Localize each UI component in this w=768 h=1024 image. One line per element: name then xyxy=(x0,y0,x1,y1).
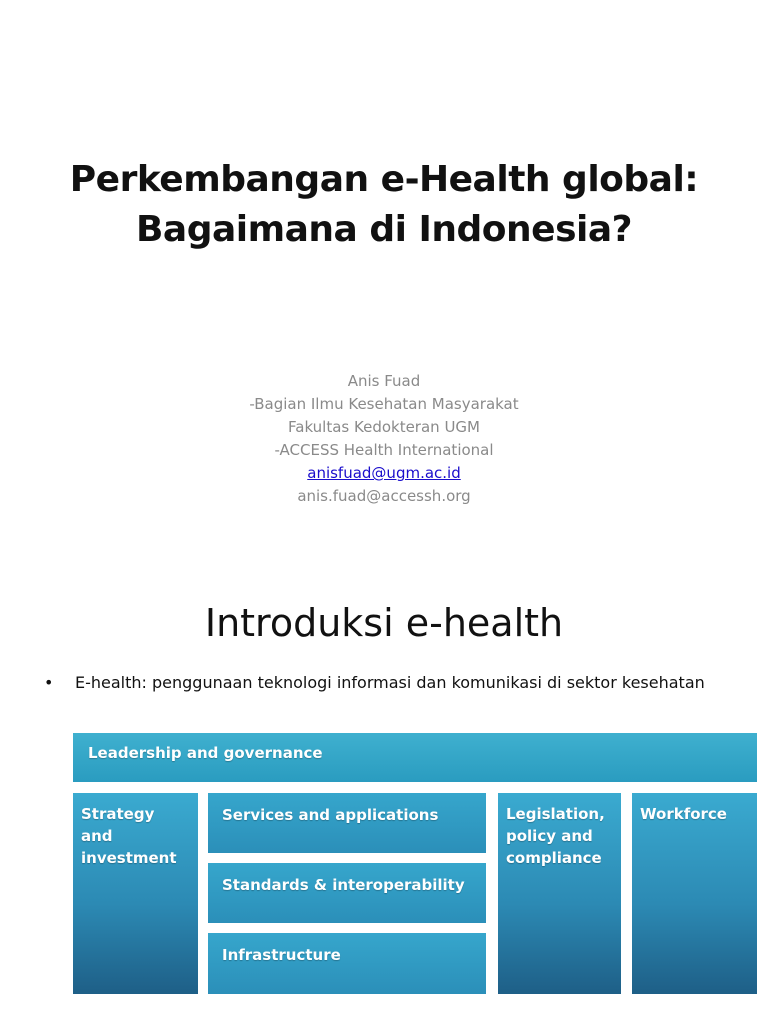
affiliation-2: Fakultas Kedokteran UGM xyxy=(288,418,480,436)
legislation-policy-box xyxy=(498,793,621,994)
legislation-policy-label: Legislation, policy and compliance xyxy=(506,805,605,867)
infrastructure-label: Infrastructure xyxy=(222,946,341,964)
slide-title-line-2: Bagaimana di Indonesia? xyxy=(135,209,633,250)
strategy-investment-label: Strategy and investment xyxy=(81,805,177,867)
bullet-item xyxy=(44,671,734,695)
affiliation-1: -Bagian Ilmu Kesehatan Masyarakat xyxy=(249,395,519,413)
email-secondary: anis.fuad@accessh.org xyxy=(297,487,471,505)
leadership-governance-box xyxy=(73,733,757,782)
slide-divider xyxy=(0,1018,768,1024)
infrastructure-box xyxy=(208,933,486,994)
email-link[interactable]: anisfuad@ugm.ac.id xyxy=(307,464,461,482)
standards-interoperability-box xyxy=(208,863,486,923)
slide-title xyxy=(20,155,748,255)
standards-interoperability-label: Standards & interoperability xyxy=(222,876,465,894)
workforce-box xyxy=(632,793,757,994)
author-block xyxy=(0,370,768,508)
slide-title-line-1: Perkembangan e-Health global: xyxy=(69,159,699,200)
leadership-governance-label: Leadership and governance xyxy=(88,744,323,762)
bullet-icon: • xyxy=(44,673,54,692)
author-name: Anis Fuad xyxy=(347,372,421,390)
services-applications-label: Services and applications xyxy=(222,806,439,824)
bullet-text: E-health: penggunaan teknologi informasi dan komunikasi di sektor kesehatan xyxy=(75,673,705,692)
slide-heading: Introduksi e-health xyxy=(204,601,564,645)
services-applications-box xyxy=(208,793,486,853)
affiliation-3: -ACCESS Health International xyxy=(274,441,494,459)
workforce-label: Workforce xyxy=(640,805,727,823)
strategy-investment-box xyxy=(73,793,198,994)
